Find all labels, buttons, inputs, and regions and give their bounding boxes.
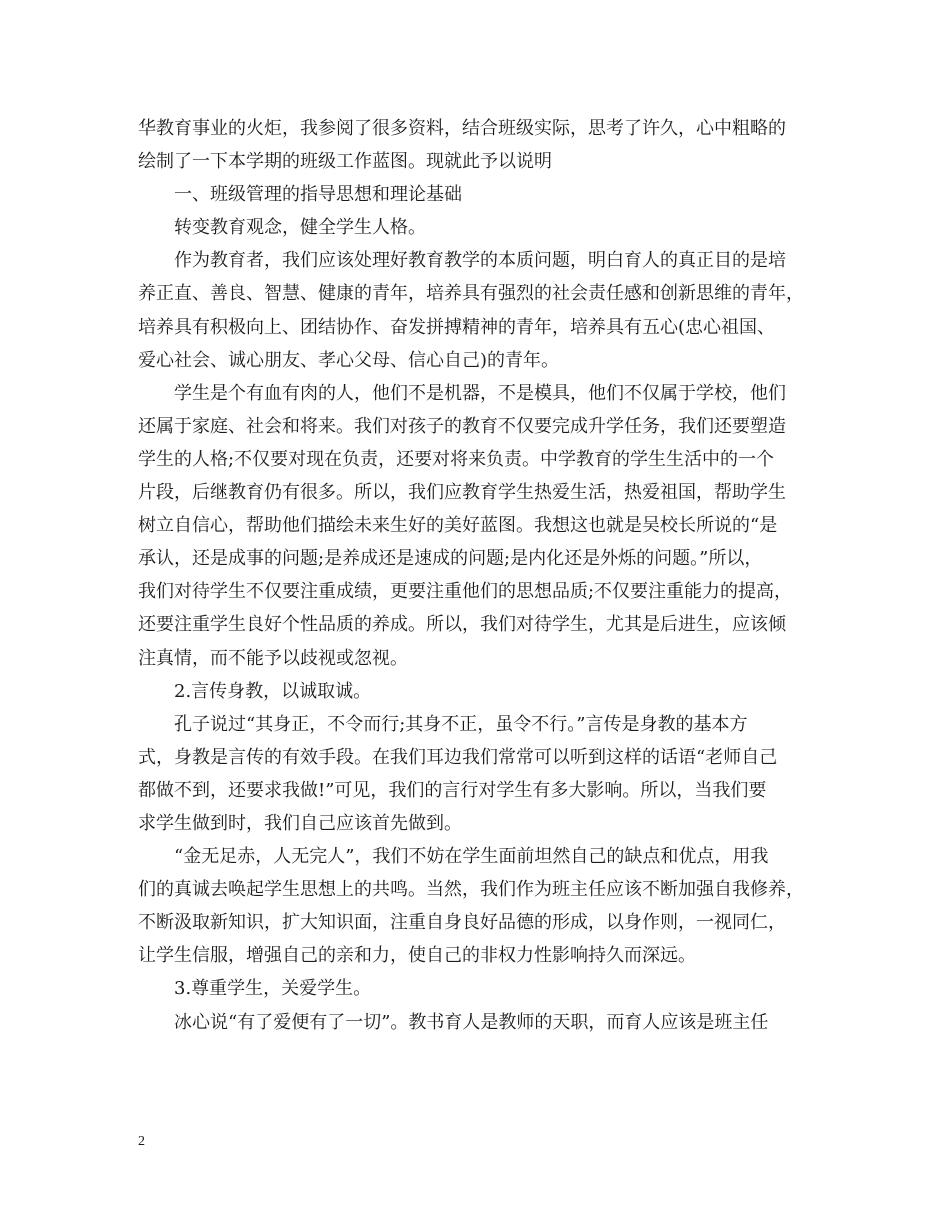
text-line: 我们对待学生不仅要注重成绩，更要注重他们的思想品质;不仅要注重能力的提高， [138,581,793,603]
text-line: 还属于家庭、社会和将来。我们对孩子的教育不仅要完成升学任务，我们还要塑造 [138,415,786,437]
text-line: 树立自信心，帮助他们描绘未来生好的美好蓝图。我想这也就是吴校长所说的“是 [138,515,778,537]
text-line: 都做不到，还要求我做!”可见，我们的言行对学生有多大影响。所以，当我们要 [138,779,767,801]
text-line: 学生的人格;不仅要对现在负责，还要对将来负责。中学教育的学生生活中的一个 [138,448,775,470]
subsection-heading: 2.言传身教，以诚取诚。 [174,680,372,702]
text-line: 养正直、善良、智慧、健康的青年，培养具有强烈的社会责任感和创新思维的青年， [138,283,804,305]
text-line: “金无足赤，人无完人”，我们不妨在学生面前坦然自己的缺点和优点，用我 [174,846,769,868]
text-line: 不断汲取新知识，扩大知识面，注重自身良好品德的形成，以身作则，一视同仁， [138,912,786,934]
text-line: 承认，还是成事的问题;是养成还是速成的问题;是内化还是外烁的问题。”所以， [138,548,763,570]
text-line: 爱心社会、诚心朋友、孝心父母、信心自己)的青年。 [138,349,560,371]
text-line: 学生是个有血有肉的人，他们不是机器，不是模具，他们不仅属于学校，他们 [174,382,786,404]
subsection-heading: 3.尊重学生，关爱学生。 [174,978,372,1000]
text-line: 求学生做到时，我们自己应该首先做到。 [138,812,462,834]
text-line: 培养具有积极向上、团结协作、奋发拼搏精神的青年，培养具有五心(忠心祖国、 [138,316,776,338]
text-line: 让学生信服，增强自己的亲和力，使自己的非权力性影响持久而深远。 [138,945,696,967]
subsection-heading: 转变教育观念，健全学生人格。 [174,217,426,239]
text-line: 注真情，而不能予以歧视或忽视。 [138,647,408,669]
text-line: 孔子说过“其身正，不令而行;其身不正，虽令不行。”言传是身教的基本方 [174,713,748,735]
section-heading: 一、班级管理的指导思想和理论基础 [174,184,462,206]
text-line: 作为教育者，我们应该处理好教育教学的本质问题，明白育人的真正目的是培 [174,250,786,272]
text-line: 式，身教是言传的有效手段。在我们耳边我们常常可以听到这样的话语“老师自己 [138,746,778,768]
page-number: 2 [138,1134,145,1149]
text-line: 华教育事业的火炬，我参阅了很多资料，结合班级实际，思考了许久，心中粗略的 [138,118,786,139]
text-line: 还要注重学生良好个性品质的养成。所以，我们对待学生，尤其是后进生，应该倾 [138,614,786,636]
text-line: 绘制了一下本学期的班级工作蓝图。现就此予以说明 [138,151,552,173]
document-page [138,112,818,1039]
text-line: 们的真诚去唤起学生思想上的共鸣。当然，我们作为班主任应该不断加强自我修养， [138,879,804,901]
text-line: 冰心说“有了爱便有了一切”。教书育人是教师的天职，而育人应该是班主任 [174,1011,769,1033]
text-line: 片段，后继教育仍有很多。所以，我们应教育学生热爱生活，热爱祖国，帮助学生 [138,482,786,504]
